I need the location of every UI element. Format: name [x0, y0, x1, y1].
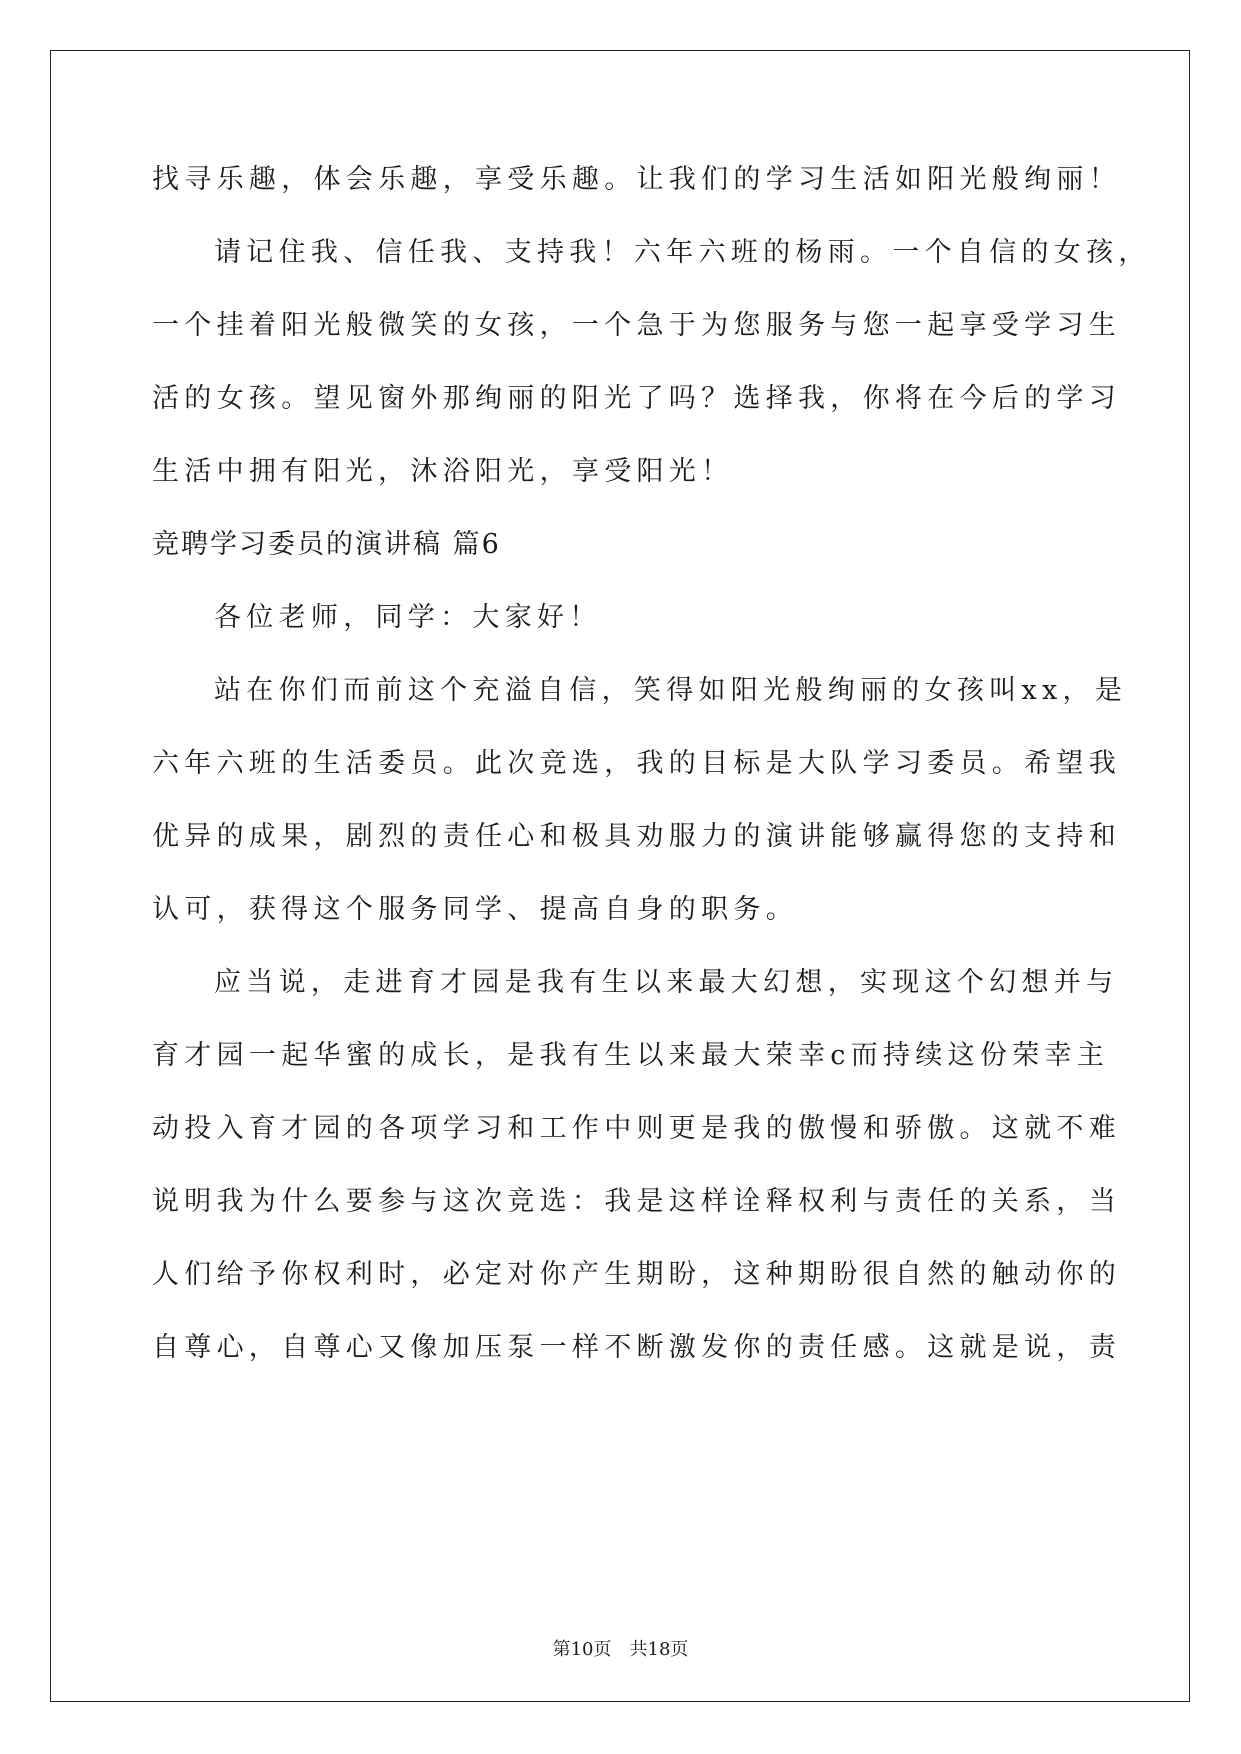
- page-number-footer: 第10页 共18页: [552, 1639, 689, 1660]
- page-border: [50, 50, 1190, 1702]
- paragraph-start-line: 应当说，走进育才园是我有生以来最大幻想，实现这个幻想并与: [214, 967, 1119, 998]
- body-line: 育才园一起华蜜的成长，是我有生以来最大荣幸c而持续这份荣幸主: [152, 1040, 1110, 1071]
- body-line: 人们给予你权利时，必定对你产生期盼，这种期盼很自然的触动你的: [152, 1259, 1121, 1290]
- body-line: 动投入育才园的各项学习和工作中则更是我的傲慢和骄傲。这就不难: [152, 1113, 1121, 1144]
- body-line: 说明我为什么要参与这次竞选：我是这样诠释权利与责任的关系，当: [152, 1186, 1121, 1217]
- body-line: 生活中拥有阳光，沐浴阳光，享受阳光！: [152, 456, 734, 487]
- body-line: 活的女孩。望见窗外那绚丽的阳光了吗？选择我，你将在今后的学习: [152, 383, 1121, 414]
- body-line: 自尊心，自尊心又像加压泵一样不断激发你的责任感。这就是说，责: [152, 1332, 1121, 1363]
- paragraph-start-line: 站在你们而前这个充溢自信，笑得如阳光般绚丽的女孩叫xx，是: [214, 675, 1128, 706]
- body-line: 找寻乐趣，体会乐趣，享受乐趣。让我们的学习生活如阳光般绚丽！: [152, 164, 1121, 195]
- greeting-line: 各位老师，同学：大家好！: [214, 602, 602, 633]
- paragraph-start-line: 请记住我、信任我、支持我！六年六班的杨雨。一个自信的女孩，: [214, 237, 1151, 268]
- section-heading: 竞聘学习委员的演讲稿 篇6: [152, 529, 501, 560]
- body-line: 认可，获得这个服务同学、提高自身的职务。: [152, 894, 798, 925]
- body-line: 一个挂着阳光般微笑的女孩，一个急于为您服务与您一起享受学习生: [152, 310, 1121, 341]
- body-line: 六年六班的生活委员。此次竞选，我的目标是大队学习委员。希望我: [152, 748, 1121, 779]
- body-line: 优异的成果，剧烈的责任心和极具劝服力的演讲能够赢得您的支持和: [152, 821, 1121, 852]
